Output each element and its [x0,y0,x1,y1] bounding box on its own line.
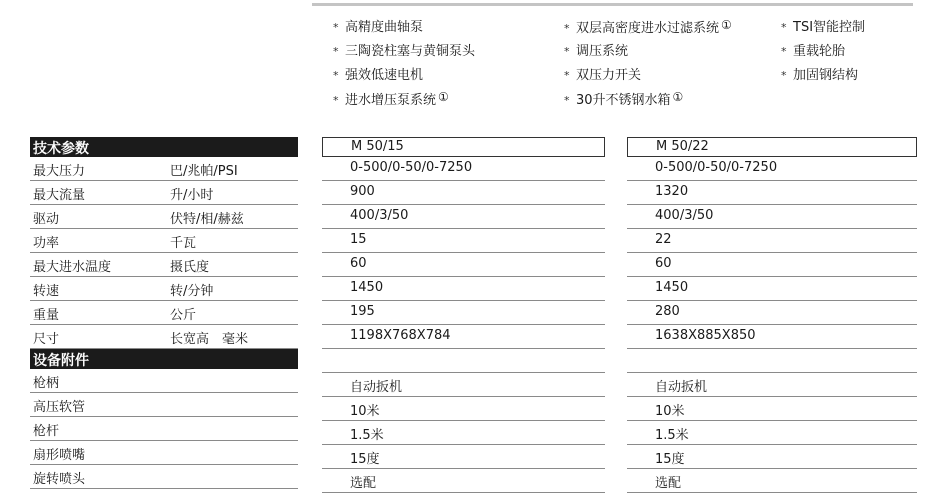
value: 1638X885X850 [655,328,756,343]
spec-row [30,369,298,393]
value-row [322,325,605,349]
value-row [322,157,605,181]
value-row [627,301,917,325]
value-row [322,469,605,493]
feature-text: 三陶瓷柱塞与黄铜泵头 [345,44,476,59]
feature-text: TSI智能控制 [793,20,866,35]
feature-item [333,64,475,88]
value: 1450 [655,280,689,295]
bullet-star: * [333,45,339,58]
bullet-star: * [564,45,570,58]
feature-item [781,16,865,40]
feature-item [333,88,475,112]
feature-text: 进水增压泵系统 [345,93,437,108]
param-unit: 公斤 [170,308,197,323]
accessory-name: 扇形喷嘴 [33,448,86,463]
feature-item [564,64,732,88]
param-unit: 升/小时 [170,188,214,203]
spec-row [30,253,298,277]
param-name: 最大流量 [33,188,86,203]
feature-text: 强效低速电机 [345,68,424,83]
value: 1198X768X784 [350,328,451,343]
spec-row [30,441,298,465]
feature-item [781,64,865,88]
value-row [627,397,917,421]
bullet-star: * [333,94,339,107]
spec-row [30,325,298,349]
value-row [322,205,605,229]
value-row [627,229,917,253]
value: 1320 [655,184,689,199]
section-title: 设备附件 [33,353,89,369]
top-divider [312,3,913,6]
value: 15度 [655,452,685,467]
bullet-star: * [333,21,339,34]
feature-list-3 [781,16,865,88]
tech-params-header [30,137,298,157]
param-name: 功率 [33,236,60,251]
value-row [322,373,605,397]
value: 60 [655,256,672,271]
param-name: 重量 [33,308,60,323]
bullet-star: * [564,69,570,82]
value-row [322,229,605,253]
feature-text: 重载轮胎 [793,44,846,59]
feature-item [564,40,732,64]
value: 自动扳机 [350,380,403,395]
bullet-star: * [781,69,787,82]
value-row [322,277,605,301]
value: 选配 [350,476,377,491]
value: 1450 [350,280,384,295]
blank-row [627,349,917,373]
value-row [627,157,917,181]
spec-label-table [30,137,298,489]
spec-row [30,157,298,181]
model-title [627,137,917,157]
feature-item [333,16,475,40]
value-row [627,469,917,493]
spec-row [30,229,298,253]
param-unit: 巴/兆帕/PSI [170,164,238,179]
accessory-name: 高压软管 [33,400,86,415]
param-unit: 转/分钟 [170,284,214,299]
feature-text: 调压系统 [576,44,629,59]
param-name: 最大进水温度 [33,260,112,275]
spec-row [30,417,298,441]
value: 10米 [350,404,380,419]
param-name: 驱动 [33,212,60,227]
param-unit: 伏特/相/赫兹 [170,212,244,227]
section-title: 技术参数 [33,141,89,157]
value: 15 [350,232,367,247]
spec-row [30,205,298,229]
value-row [322,445,605,469]
value-row [322,181,605,205]
bullet-star: * [781,45,787,58]
value: 280 [655,304,680,319]
param-unit: 千瓦 [170,236,197,251]
value: 400/3/50 [350,208,409,223]
param-name: 尺寸 [33,332,60,347]
model-column-1 [322,137,605,493]
footnote-mark: ① [721,18,732,32]
value: 0-500/0-50/0-7250 [655,160,778,175]
param-name: 转速 [33,284,60,299]
value-row [627,445,917,469]
feature-item [564,88,732,112]
bullet-star: * [333,69,339,82]
value-row [322,253,605,277]
feature-text: 双层高密度进水过滤系统 [576,21,720,36]
value-row [627,421,917,445]
value-row [322,301,605,325]
value: 195 [350,304,375,319]
model-name: M 50/15 [351,139,404,154]
accessory-name: 枪杆 [33,424,60,439]
blank-row [322,349,605,373]
value: 10米 [655,404,685,419]
model-column-2 [627,137,917,493]
value: 400/3/50 [655,208,714,223]
value: 1.5米 [350,428,384,443]
feature-item [333,40,475,64]
spec-row [30,465,298,489]
footnote-mark: ① [438,90,449,104]
spec-row [30,301,298,325]
feature-text: 30升不锈钢水箱 [576,93,671,108]
feature-text: 加固钢结构 [793,68,859,83]
param-unit: 长宽高 毫米 [170,332,249,347]
feature-text: 高精度曲轴泵 [345,20,424,35]
accessory-name: 旋转喷头 [33,472,86,487]
bullet-star: * [564,22,570,35]
model-name: M 50/22 [656,139,709,154]
value: 22 [655,232,672,247]
model-title [322,137,605,157]
feature-list-2 [564,16,732,112]
value: 自动扳机 [655,380,708,395]
value: 0-500/0-50/0-7250 [350,160,473,175]
spec-row [30,181,298,205]
value-row [627,253,917,277]
footnote-mark: ① [672,90,684,104]
accessory-name: 枪柄 [33,376,60,391]
value-row [322,397,605,421]
value-row [322,421,605,445]
bullet-star: * [564,94,570,107]
value-row [627,325,917,349]
value-row [627,205,917,229]
spec-row [30,393,298,417]
spec-row [30,277,298,301]
value: 60 [350,256,367,271]
accessories-header [30,349,298,369]
feature-item [781,40,865,64]
bullet-star: * [781,21,787,34]
feature-text: 双压力开关 [576,68,642,83]
value: 15度 [350,452,380,467]
value-row [627,181,917,205]
feature-item [564,16,732,40]
value-row [627,373,917,397]
value: 选配 [655,476,682,491]
feature-list-1 [333,16,475,112]
value-row [627,277,917,301]
value: 900 [350,184,375,199]
param-name: 最大压力 [33,164,86,179]
param-unit: 摄氏度 [170,260,210,275]
value: 1.5米 [655,428,689,443]
